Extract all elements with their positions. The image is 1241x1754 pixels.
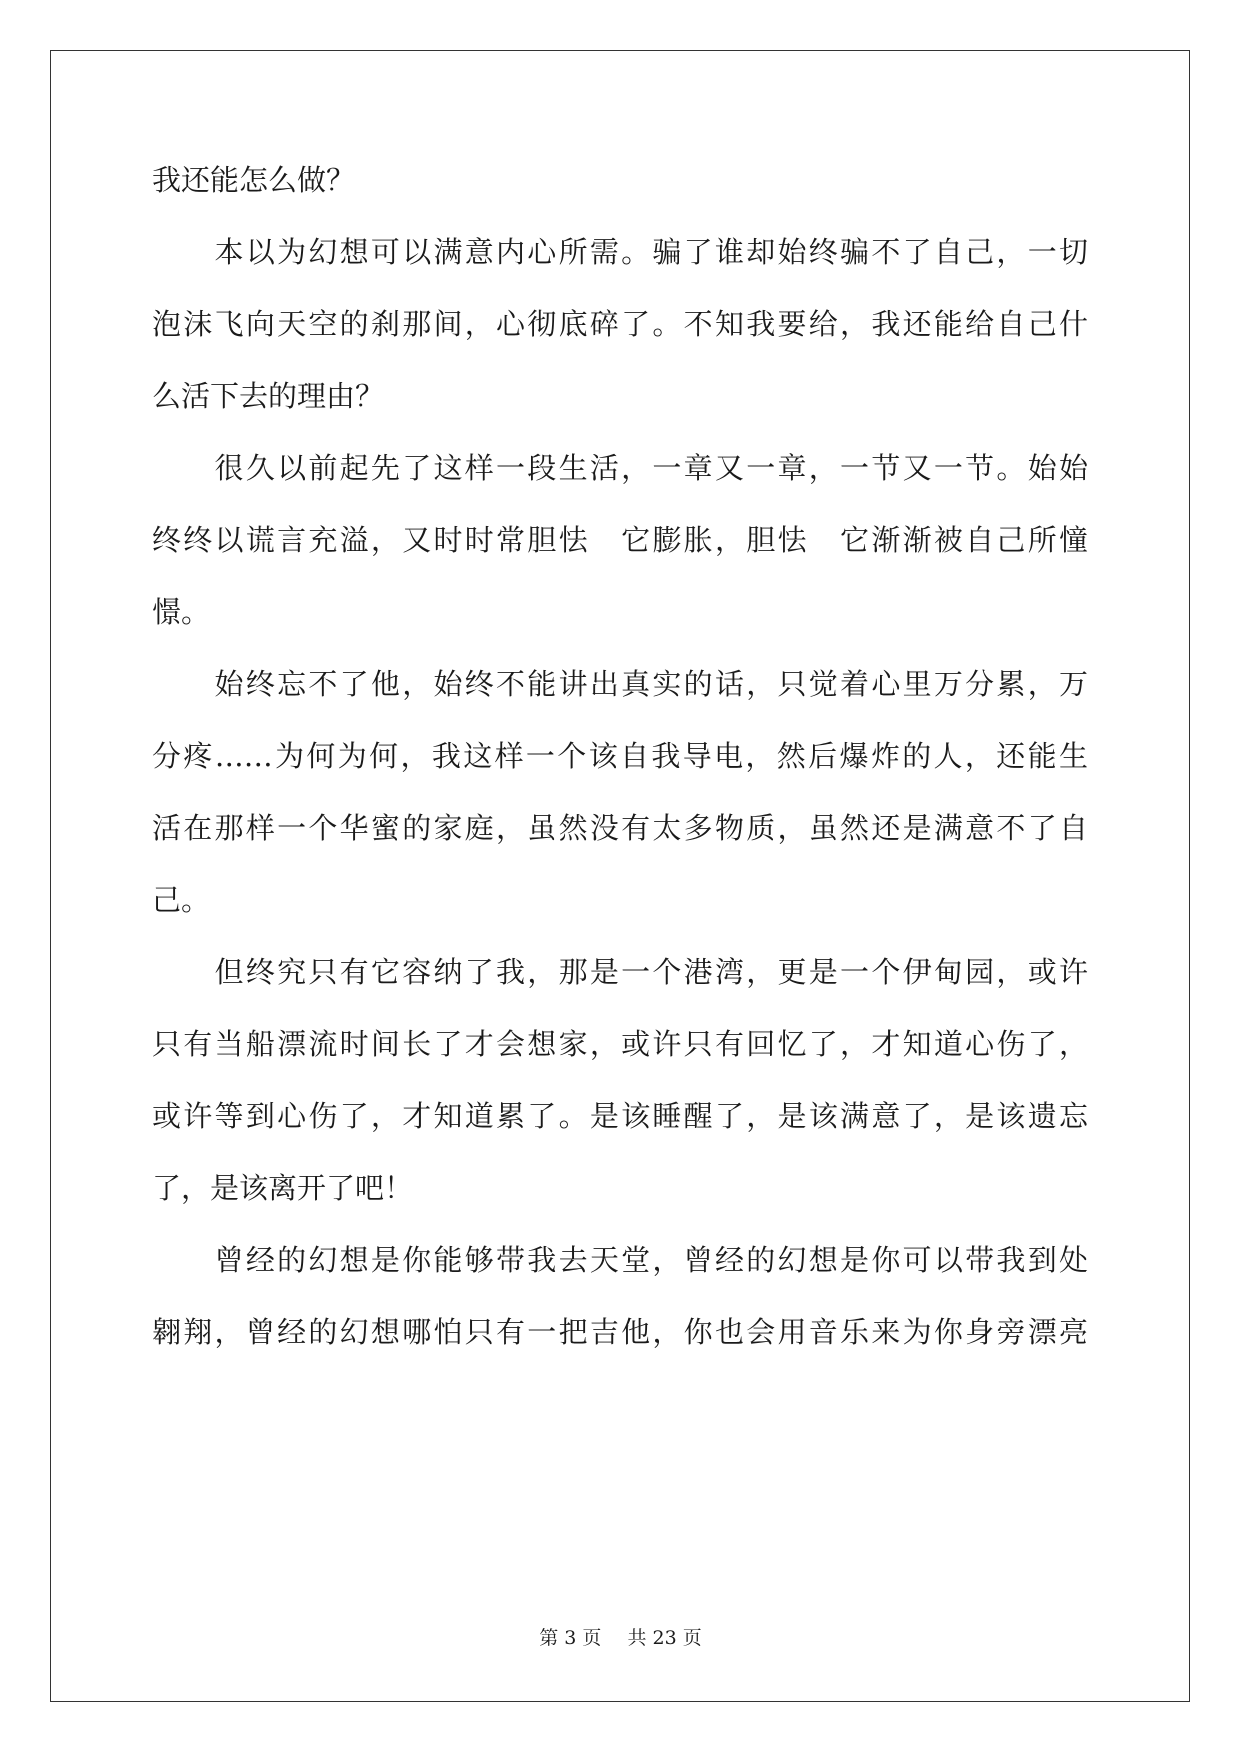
- text-line: 翱翔，曾经的幻想哪怕只有一把吉他，你也会用音乐来为你身旁漂亮: [152, 1315, 1088, 1349]
- text-line: 始终忘不了他，始终不能讲出真实的话，只觉着心里万分累，万: [152, 667, 1088, 701]
- text-line: 了，是该离开了吧！: [152, 1171, 414, 1205]
- text-line: 或许等到心伤了，才知道累了。是该睡醒了，是该满意了，是该遗忘: [152, 1099, 1088, 1133]
- text-line: 么活下去的理由？: [152, 379, 385, 413]
- page-number: 第 3 页: [539, 1627, 602, 1649]
- text-line: 我还能怎么做？: [152, 163, 356, 197]
- text-line: 很久以前起先了这样一段生活，一章又一章，一节又一节。始始: [152, 451, 1088, 485]
- text-line: 分疼……为何为何，我这样一个该自我导电，然后爆炸的人，还能生: [152, 739, 1088, 773]
- text-line: 本以为幻想可以满意内心所需。骗了谁却始终骗不了自己，一切: [152, 235, 1088, 269]
- text-line: 曾经的幻想是你能够带我去天堂，曾经的幻想是你可以带我到处: [152, 1243, 1088, 1277]
- page-footer: [0, 1626, 1241, 1650]
- text-line: 但终究只有它容纳了我，那是一个港湾，更是一个伊甸园，或许: [152, 955, 1088, 989]
- text-line: 泡沫飞向天空的刹那间，心彻底碎了。不知我要给，我还能给自己什: [152, 307, 1088, 341]
- page-total: 共 23 页: [627, 1627, 702, 1649]
- text-line: 己。: [152, 883, 211, 917]
- text-line: 活在那样一个华蜜的家庭，虽然没有太多物质，虽然还是满意不了自: [152, 811, 1088, 845]
- page-border: [50, 50, 1190, 1702]
- text-line: 憬。: [152, 595, 211, 629]
- text-line: 只有当船漂流时间长了才会想家，或许只有回忆了，才知道心伤了，: [152, 1027, 1088, 1061]
- text-line: 终终以谎言充溢，又时时常胆怯 它膨胀，胆怯 它渐渐被自己所憧: [152, 523, 1088, 557]
